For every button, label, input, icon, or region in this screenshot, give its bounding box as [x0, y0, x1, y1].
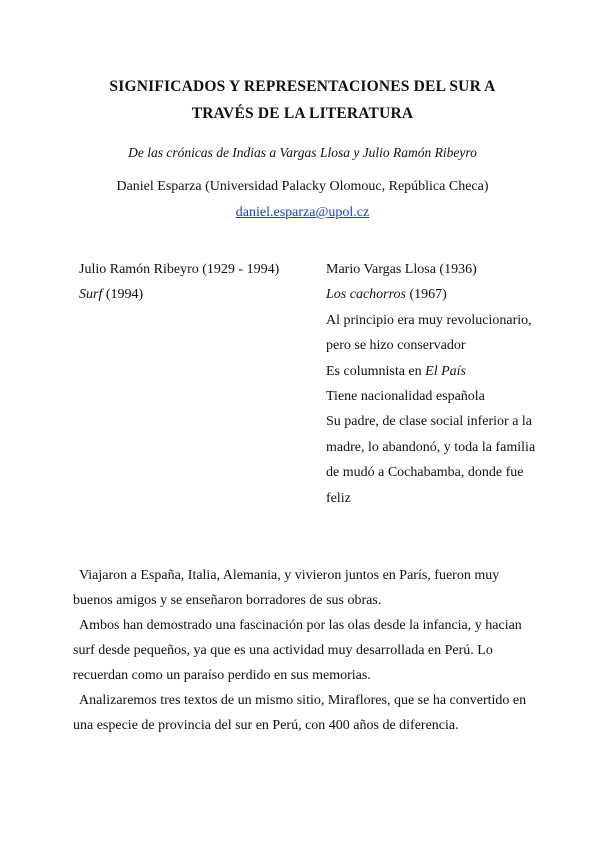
- work-entry: [326, 282, 536, 307]
- title-line-2: TRAVÉS DE LA LITERATURA: [191, 105, 414, 122]
- paragraph: Analizaremos tres textos de un mismo sitio, Miraflores, que se ha convertido en una especie de provincia del sur en Perú, con 400 años de diferencia.: [73, 693, 527, 733]
- column-vargas-llosa: [326, 257, 536, 511]
- work-title: Surf: [79, 287, 103, 303]
- author-affiliation: Daniel Esparza (Universidad Palacky Olomouc, República Checa): [116, 179, 489, 194]
- note-politics: Al principio era muy revolucionario, pero se hizo conservador: [326, 312, 532, 354]
- paragraph: Viajaron a España, Italia, Alemania, y vivieron juntos en París, fueron muy buenos amigos y se enseñaron borradores de sus obras.: [73, 568, 500, 608]
- work-year: (1994): [102, 287, 144, 303]
- paragraph: Ambos han demostrado una fascinación por las olas desde la infancia, y hacian surf desde pequeños, ya que es una actividad muy desarrollada en Perú. Lo recuerdan como un paraíso perdido en sus memorias.: [73, 618, 522, 683]
- note-family: Su padre, de clase social inferior a la madre, lo abandonó, y toda la familia de mudó a Cochabamba, donde fue feliz: [326, 414, 536, 506]
- note-columnist: [326, 359, 536, 384]
- author-name: Mario Vargas Llosa (1936): [326, 262, 477, 277]
- document-title: [60, 73, 545, 127]
- note-columnist-prefix: Es columnista en: [326, 363, 426, 379]
- newspaper-title: El País: [425, 363, 466, 379]
- author-name: Julio Ramón Ribeyro (1929 - 1994): [79, 262, 280, 277]
- document-subtitle: De las crónicas de Indias a Vargas Llosa y Julio Ramón Ribeyro: [128, 145, 477, 160]
- work-entry: [79, 282, 309, 307]
- column-ribeyro: [79, 257, 309, 308]
- author-email: [60, 205, 545, 221]
- email-link[interactable]: daniel.esparza@upol.cz: [235, 205, 370, 220]
- work-title: Los cachorros: [326, 287, 406, 303]
- title-line-1: SIGNIFICADOS Y REPRESENTACIONES DEL SUR A: [109, 78, 496, 95]
- work-year: (1967): [406, 287, 447, 303]
- note-nationality: Tiene nacionalidad española: [326, 389, 485, 405]
- body-text: [73, 563, 533, 738]
